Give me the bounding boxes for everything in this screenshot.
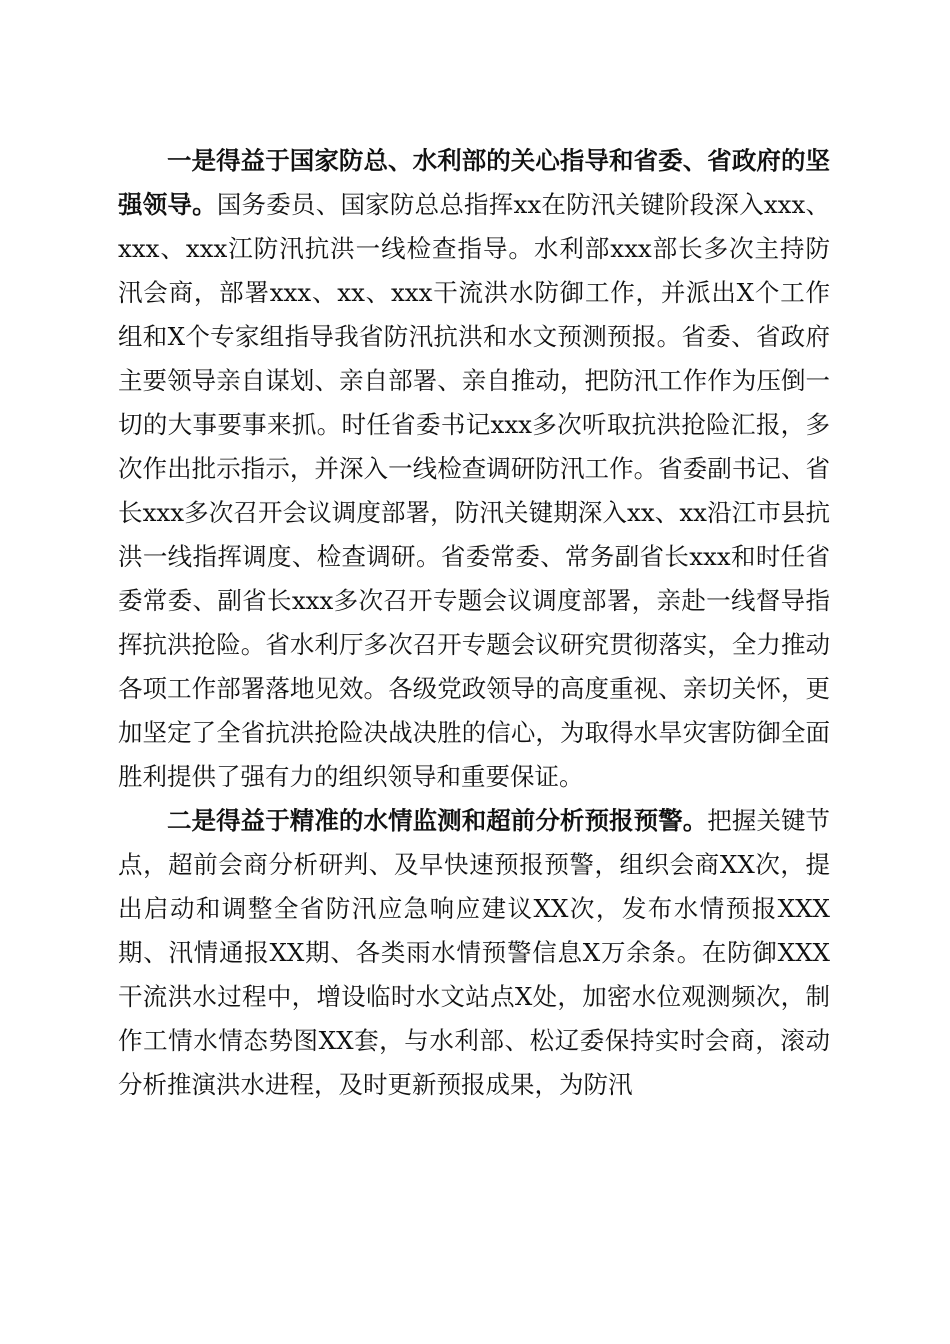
paragraph-2-lead: 二是得益于精准的水情监测和超前分析预报预警。 [167, 806, 708, 835]
paragraph-1-lead: 一是得益于国家防总、水利部的关心指导和省委、省政府的坚强领导。 [118, 146, 830, 219]
paragraph-2-body: 把握关键节点，超前会商分析研判、及早快速预报预警，组织会商XX次，提出启动和调整全省防汛应急响应建议XX次，发布水情预报XXX期、汛情通报XX期、各类雨水情预警信息X万余条。在防御XXX干流洪水过程中，增设临时水文站点X处，加密水位观测频次，制作工情水情态势图XX套，与水利部、松辽委保持实时会商，滚动分析推演洪水进程，及时更新预报成果，为防汛 [118, 806, 831, 1099]
document-body [118, 139, 830, 1107]
paragraph-1-body: 国务委员、国家防总总指挥xx在防汛关键阶段深入xxx、xxx、xxx江防汛抗洪一线检查指导。水利部xxx部长多次主持防汛会商，部署xxx、xx、xxx干流洪水防御工作，并派出X个工作组和X个专家组指导我省防汛抗洪和水文预测预报。省委、省政府主要领导亲自谋划、亲自部署、亲自推动，把防汛工作作为压倒一切的大事要事来抓。时任省委书记xxx多次听取抗洪抢险汇报，多次作出批示指示，并深入一线检查调研防汛工作。省委副书记、省长xxx多次召开会议调度部署，防汛关键期深入xx、xx沿江市县抗洪一线指挥调度、检查调研。省委常委、常务副省长xxx和时任省委常委、副省长xxx多次召开专题会议调度部署，亲赴一线督导指挥抗洪抢险。省水利厅多次召开专题会议研究贯彻落实，全力推动各项工作部署落地见效。各级党政领导的高度重视、亲切关怀，更加坚定了全省抗洪抢险决战决胜的信心，为取得水旱灾害防御全面胜利提供了强有力的组织领导和重要保证。 [118, 190, 830, 791]
paragraph-1 [118, 139, 830, 799]
paragraph-2 [118, 799, 830, 1107]
